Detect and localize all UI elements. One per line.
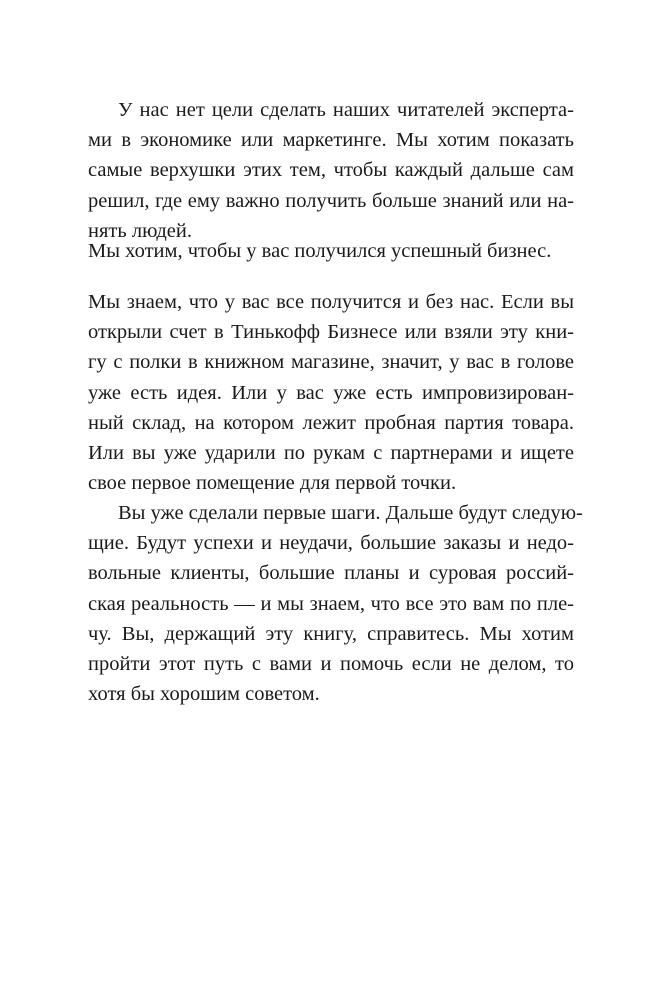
text-line: открыли счет в Тинькофф Бизнесе или взяли эту кни- (88, 321, 574, 344)
text-line: ный склад, на котором лежит пробная партия товара. (88, 411, 574, 434)
text-line: ми в экономике или маркетинге. Мы хотим показать (88, 129, 574, 152)
text-line: уже есть идея. Или у вас уже есть импровизирован- (88, 381, 574, 404)
text-line: чу. Вы, держащий эту книгу, справитесь. Мы хотим (88, 622, 574, 645)
text-line: Мы хотим, чтобы у вас получился успешный бизнес. (88, 240, 552, 262)
text-line: У нас нет цели сделать наших читателей эксперта- (118, 99, 574, 121)
text-line: Или вы уже ударили по рукам с партнерами и ищете (88, 441, 574, 464)
text-line: нять людей. (88, 219, 192, 242)
text-line: хотя бы хорошим советом. (88, 683, 320, 706)
paragraph-1 (88, 95, 574, 246)
text-line: свое первое помещение для первой точки. (88, 472, 457, 495)
paragraph-2 (88, 236, 574, 266)
paragraph-4 (88, 498, 583, 709)
text-line: решил, где ему важно получить больше знаний или на- (88, 189, 574, 212)
text-line: ская реальность — и мы знаем, что все это вам по пле- (88, 592, 574, 615)
text-line: Мы знаем, что у вас все получится и без нас. Если вы (88, 291, 574, 313)
text-line: самые верхушки этих тем, чтобы каждый дальше сам (88, 159, 574, 182)
text-line: пройти этот путь с вами и помочь если не делом, то (88, 652, 574, 675)
paragraph-3 (88, 287, 574, 498)
text-line: щие. Будут успехи и неудачи, большие заказы и недо- (88, 532, 574, 555)
text-line: Вы уже сделали первые шаги. Дальше будут следую- (118, 502, 583, 524)
text-line: вольные клиенты, большие планы и суровая россий- (88, 562, 574, 585)
text-line: гу с полки в книжном магазине, значит, у вас в голове (88, 351, 574, 374)
